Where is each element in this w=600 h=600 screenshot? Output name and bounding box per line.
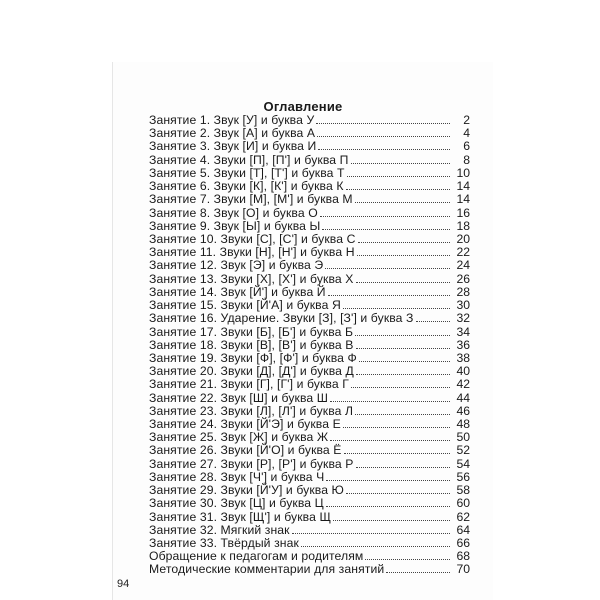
- toc-dot-leader: [318, 149, 450, 150]
- toc-entry-page: 26: [456, 271, 470, 286]
- toc-entry-page: 50: [456, 430, 470, 445]
- toc-entry: [149, 207, 470, 220]
- toc-entry-page: 14: [456, 179, 470, 194]
- toc-entry: [149, 511, 470, 524]
- toc-entry-label: Занятие 15. Звуки [Й'А] и буква Я: [149, 298, 341, 313]
- toc-entry-label: Занятие 18. Звуки [В], [В'] и буква В: [149, 337, 354, 352]
- toc-dot-leader: [325, 268, 450, 269]
- toc-entry-page: 6: [463, 139, 470, 154]
- toc-entry-label: Занятие 12. Звук [Э] и буква Э: [149, 258, 324, 273]
- toc-dot-leader: [356, 374, 450, 375]
- toc-entry-page: 10: [456, 165, 470, 180]
- toc-entry-page: 62: [456, 509, 470, 524]
- toc-entry-label: Занятие 4. Звуки [П], [П'] и буква П: [149, 152, 349, 167]
- toc-dot-leader: [301, 546, 450, 547]
- toc-dot-leader: [343, 308, 450, 309]
- toc-dot-leader: [357, 255, 450, 256]
- toc-entry-label: Занятие 32. Мягкий знак: [149, 522, 290, 537]
- toc-dot-leader: [351, 387, 450, 388]
- toc-entry-label: Занятие 24. Звуки [Й'Э] и буква Е: [149, 417, 341, 432]
- toc-entry-label: Занятие 9. Звук [Ы] и буква Ы: [149, 218, 321, 233]
- toc-entry-page: 36: [456, 337, 470, 352]
- toc-entry: [149, 392, 470, 405]
- toc-entry: [149, 154, 470, 167]
- toc-entry-label: Занятие 33. Твёрдый знак: [149, 536, 299, 550]
- toc-entry-page: 68: [456, 549, 470, 564]
- toc-entry-label: Занятие 1. Звук [У] и буква У: [149, 113, 315, 127]
- toc-entry-label: Занятие 22. Звук [Ш] и буква Ш: [149, 390, 329, 405]
- toc-entry: [149, 497, 470, 510]
- toc-entry-page: 8: [463, 152, 470, 167]
- toc-dot-leader: [358, 242, 450, 243]
- toc-entry-page: 54: [456, 456, 470, 471]
- toc-dot-leader: [316, 123, 450, 124]
- toc-entry-page: 2: [463, 113, 470, 127]
- toc-dot-leader: [326, 480, 450, 481]
- toc-entry-label: Занятие 14. Звук [Й'] и буква Й: [149, 284, 326, 299]
- toc-entry: [149, 193, 470, 206]
- toc-dot-leader: [355, 414, 450, 415]
- toc-entry-page: 60: [456, 496, 470, 511]
- toc-entry-label: Занятие 31. Звук [Щ'] и буква Щ: [149, 509, 332, 524]
- toc-entry: [149, 312, 470, 325]
- toc-title: Оглавление: [263, 99, 343, 114]
- toc-entry-label: Занятие 27. Звуки [Р], [Р'] и буква Р: [149, 456, 354, 471]
- toc-entry-page: 34: [456, 324, 470, 339]
- toc-list: [149, 114, 470, 577]
- toc-entry-label: Занятие 11. Звуки [Н], [Н'] и буква Н: [149, 245, 355, 260]
- toc-entry-label: Занятие 21. Звуки [Г], [Г'] и буква Г: [149, 377, 349, 392]
- toc-dot-leader: [326, 506, 450, 507]
- toc-entry-label: Занятие 30. Звук [Ц] и буква Ц: [149, 496, 324, 511]
- toc-entry-page: 46: [456, 403, 470, 418]
- toc-entry-label: Занятие 16. Ударение. Звуки [З], [З'] и буква З: [149, 311, 414, 326]
- toc-entry-page: 18: [456, 218, 470, 233]
- toc-dot-leader: [344, 453, 450, 454]
- toc-entry-label: Занятие 17. Звуки [Б], [Б'] и буква Б: [149, 324, 354, 339]
- toc-entry-page: 38: [456, 350, 470, 365]
- toc-entry-page: 16: [456, 205, 470, 220]
- toc-entry-label: Занятие 20. Звуки [Д], [Д'] и буква Д: [149, 364, 354, 379]
- toc-dot-leader: [346, 493, 450, 494]
- toc-dot-leader: [355, 202, 450, 203]
- toc-dot-leader: [330, 440, 450, 441]
- toc-entry-page: 48: [456, 417, 470, 432]
- page-number: 94: [117, 578, 130, 590]
- toc-entry-page: 56: [456, 469, 470, 484]
- toc-entry-page: 66: [456, 536, 470, 550]
- toc-dot-leader: [386, 572, 450, 573]
- toc-entry: [149, 259, 470, 272]
- toc-dot-leader: [356, 467, 451, 468]
- toc-dot-leader: [356, 348, 451, 349]
- toc-entry-label: Занятие 13. Звуки [Х], [Х'] и буква Х: [149, 271, 354, 286]
- toc-entry-page: 58: [456, 483, 470, 498]
- toc-entry-page: 64: [456, 522, 470, 537]
- toc-entry-page: 4: [463, 126, 470, 141]
- toc-entry-label: Занятие 2. Звук [А] и буква А: [149, 126, 316, 141]
- toc-entry-label: Занятие 10. Звуки [С], [С'] и буква С: [149, 231, 356, 246]
- toc-entry-label: Методические комментарии для занятий: [149, 562, 385, 577]
- toc-entry-label: Обращение к педагогам и родителям: [149, 549, 364, 564]
- toc-entry-label: Занятие 26. Звуки [Й'О] и буква Ё: [149, 443, 342, 458]
- toc-entry-label: Занятие 6. Звуки [К], [К'] и буква К: [149, 179, 344, 194]
- toc-entry-label: Занятие 23. Звуки [Л], [Л'] и буква Л: [149, 403, 354, 418]
- toc-entry-page: 44: [456, 390, 470, 405]
- toc-entry-page: 24: [456, 258, 470, 273]
- toc-entry: [149, 273, 470, 286]
- toc-dot-leader: [346, 189, 450, 190]
- toc-dot-leader: [322, 229, 450, 230]
- toc-entry-page: 20: [456, 231, 470, 246]
- toc-entry-label: Занятие 8. Звук [О] и буква О: [149, 205, 318, 220]
- toc-entry: [149, 458, 470, 471]
- toc-entry-label: Занятие 19. Звуки [Ф], [Ф'] и буква Ф: [149, 350, 357, 365]
- toc-entry-label: Занятие 28. Звук [Ч'] и буква Ч: [149, 469, 325, 484]
- toc-entry-page: 40: [456, 364, 470, 379]
- toc-entry-page: 70: [456, 562, 470, 577]
- toc-dot-leader: [355, 335, 450, 336]
- toc-dot-leader: [330, 401, 450, 402]
- toc-dot-leader: [328, 295, 450, 296]
- toc-dot-leader: [351, 163, 450, 164]
- toc-dot-leader: [320, 216, 450, 217]
- toc-dot-leader: [347, 176, 450, 177]
- toc-entry-label: Занятие 3. Звук [И] и буква И: [149, 139, 317, 154]
- toc-dot-leader: [292, 533, 450, 534]
- toc-entry-label: Занятие 5. Звуки [Т], [Т'] и буква Т: [149, 165, 345, 180]
- book-page: [113, 62, 493, 600]
- toc-dot-leader: [356, 282, 451, 283]
- toc-entry-page: 14: [456, 192, 470, 207]
- toc-entry-label: Занятие 29. Звуки [Й'У] и буква Ю: [149, 483, 344, 498]
- toc-dot-leader: [343, 427, 450, 428]
- toc-dot-leader: [333, 520, 450, 521]
- toc-entry: [149, 339, 470, 352]
- toc-entry: [149, 444, 470, 457]
- toc-entry-page: 42: [456, 377, 470, 392]
- toc-entry: [149, 140, 470, 153]
- toc-dot-leader: [359, 361, 450, 362]
- toc-entry: [149, 563, 470, 576]
- toc-entry: [149, 326, 470, 339]
- toc-entry-page: 32: [456, 311, 470, 326]
- toc-entry: [149, 220, 470, 233]
- toc-dot-leader: [416, 321, 450, 322]
- toc-dot-leader: [365, 559, 450, 560]
- toc-dot-leader: [317, 136, 450, 137]
- toc-entry-label: Занятие 25. Звук [Ж] и буква Ж: [149, 430, 329, 445]
- toc-entry: [149, 378, 470, 391]
- toc-entry-label: Занятие 7. Звуки [М], [М'] и буква М: [149, 192, 353, 207]
- toc-entry-page: 28: [456, 284, 470, 299]
- toc-entry-page: 52: [456, 443, 470, 458]
- toc-entry-page: 30: [456, 298, 470, 313]
- toc-entry-page: 22: [456, 245, 470, 260]
